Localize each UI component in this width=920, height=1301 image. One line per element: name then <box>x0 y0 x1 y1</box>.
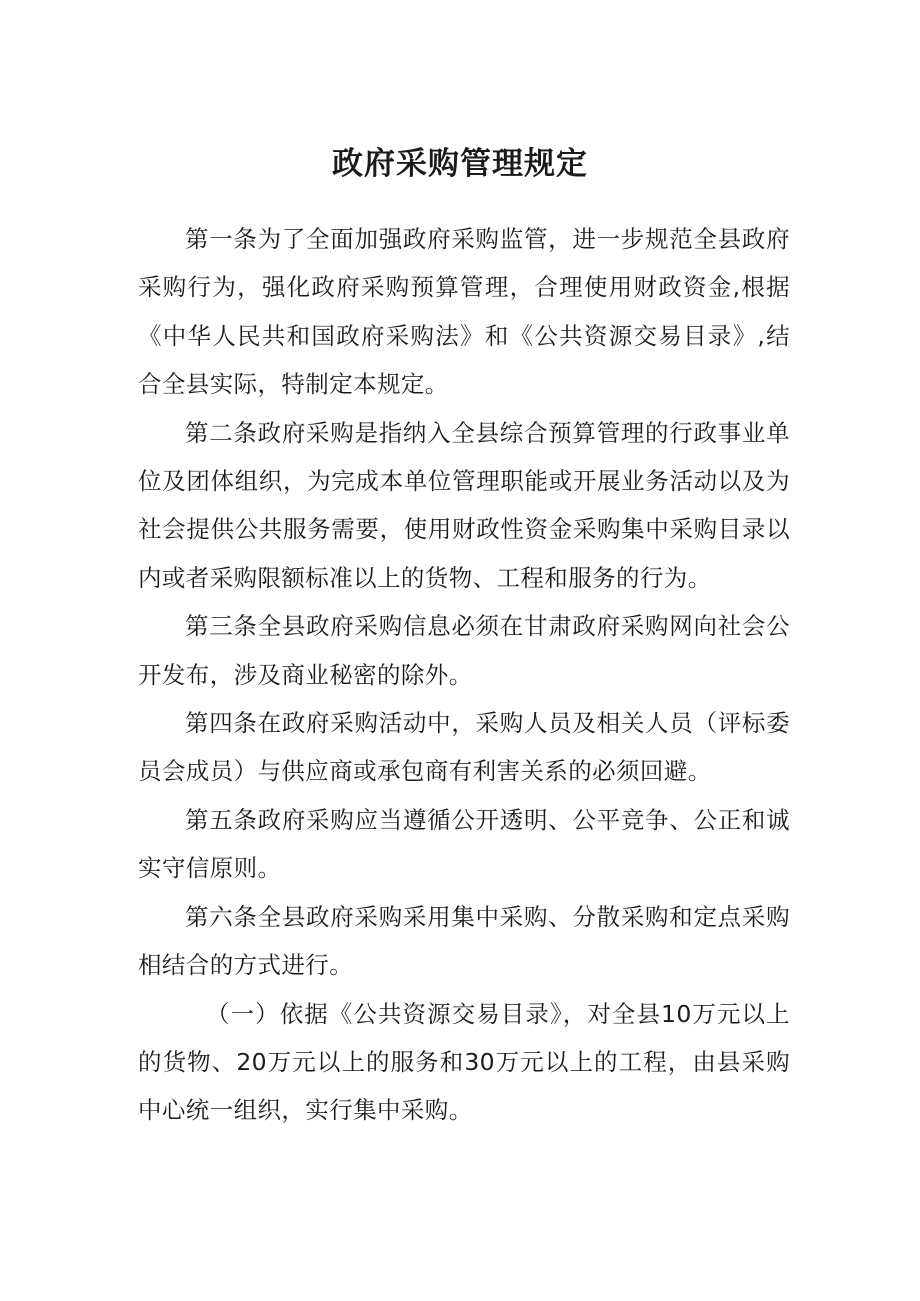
document-body <box>138 215 790 1135</box>
article-1-paragraph: 第一条为了全面加强政府采购监管，进一步规范全县政府采购行为，强化政府采购预算管理，合理使用财政资金,根据《中华人民共和国政府采购法》和《公共资源交易目录》,结合全县实际，特制定本规定。 <box>138 225 790 399</box>
document-title: 政府采购管理规定 <box>332 146 588 182</box>
article-4-paragraph: 第四条在政府采购活动中，采购人员及相关人员（评标委员会成员）与供应商或承包商有利害关系的必须回避。 <box>138 709 790 786</box>
article-5-paragraph: 第五条政府采购应当遵循公开透明、公平竞争、公正和诚实守信原则。 <box>138 805 790 883</box>
article-6-paragraph: 第六条全县政府采购采用集中采购、分散采购和定点采购相结合的方式进行。 <box>138 902 790 980</box>
article-3-paragraph: 第三条全县政府采购信息必须在甘肃政府采购网向社会公开发布，涉及商业秘密的除外。 <box>138 612 790 689</box>
article-6-item-1-paragraph: （一）依据《公共资源交易目录》，对全县10万元以上的货物、20万元以上的服务和30万元以上的工程，由县采购中心统一组织，实行集中采购。 <box>138 999 790 1125</box>
article-2-paragraph: 第二条政府采购是指纳入全县综合预算管理的行政事业单位及团体组织，为完成本单位管理职能或开展业务活动以及为社会提供公共服务需要，使用财政性资金采购集中采购目录以内或者采购限额标准以上的货物、工程和服务的行为。 <box>138 418 790 592</box>
